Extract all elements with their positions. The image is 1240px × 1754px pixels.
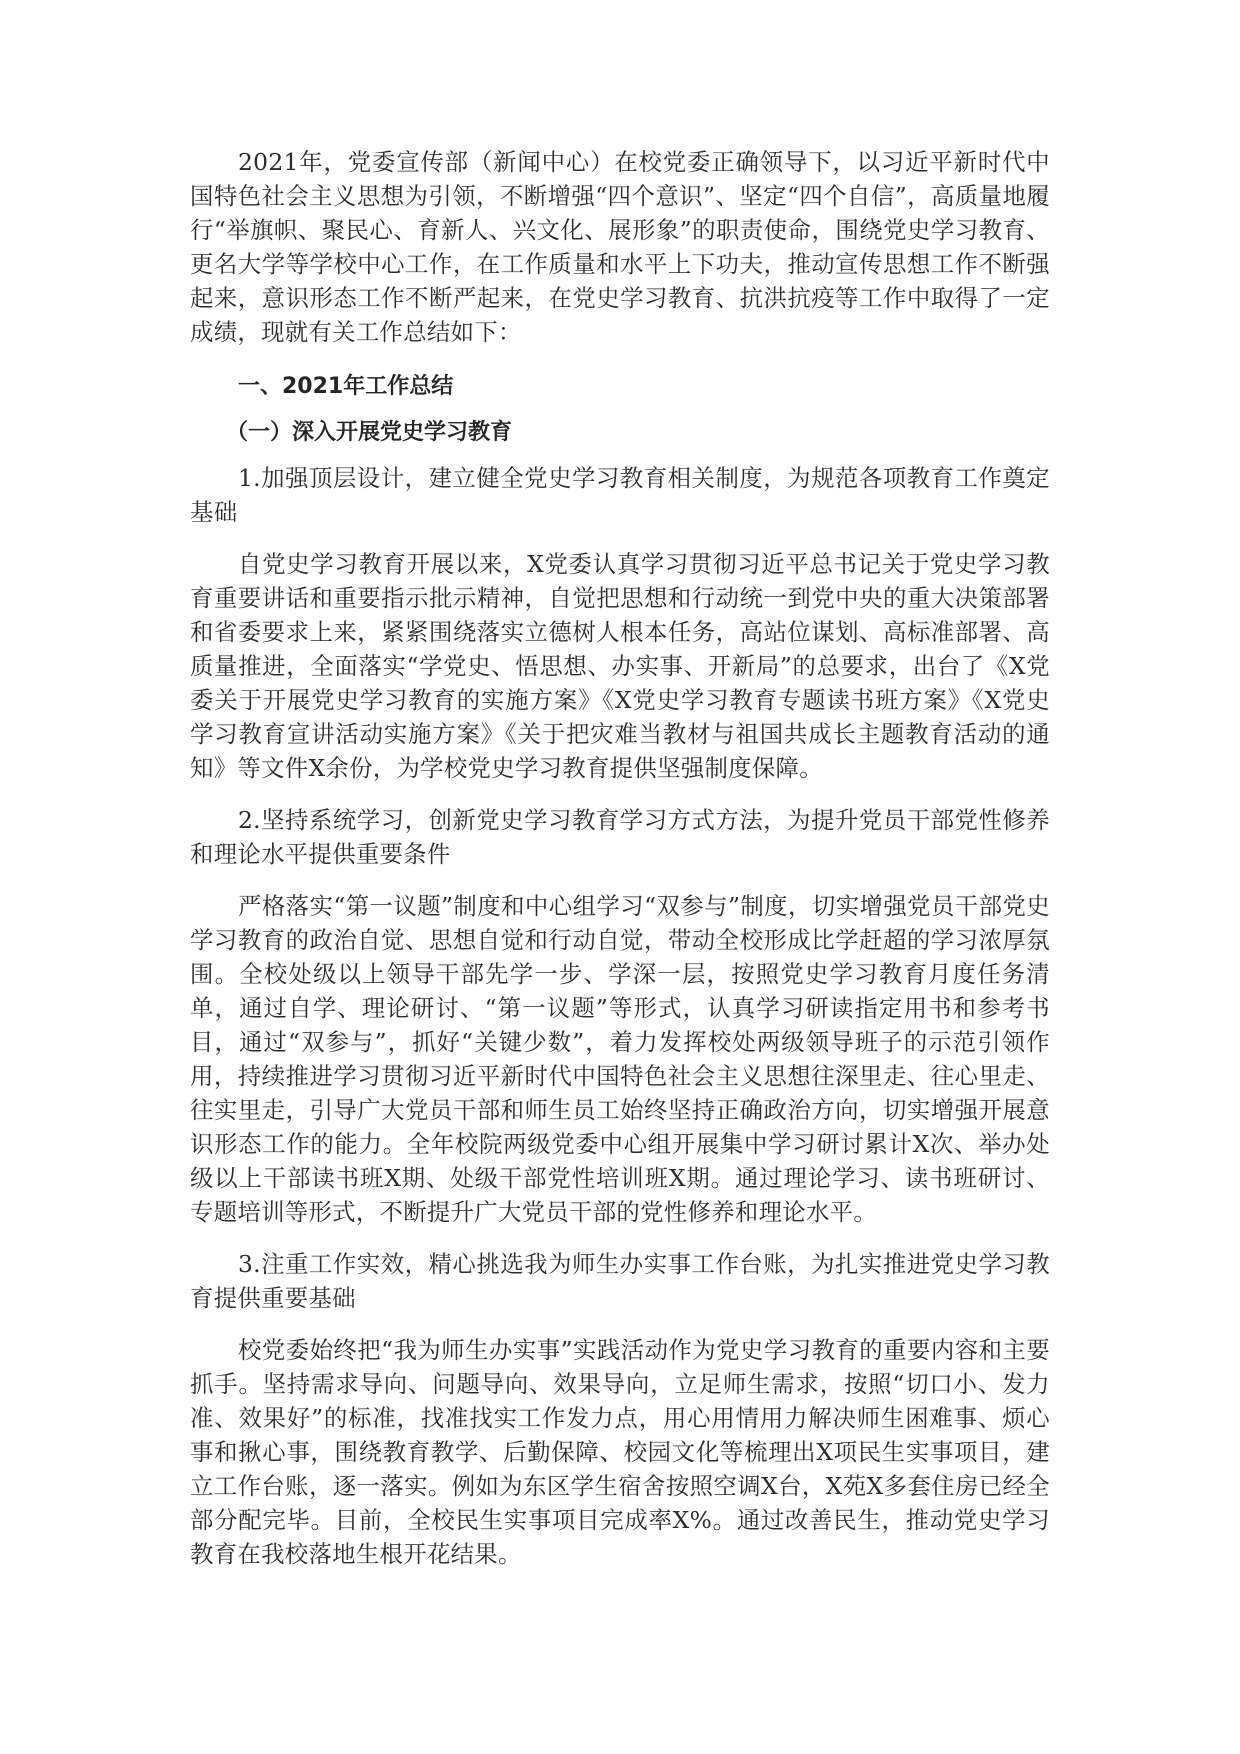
subsection-title-1: 1.加强顶层设计，建立健全党史学习教育相关制度，为规范各项教育工作奠定基础 (190, 464, 1050, 526)
intro-paragraph: 2021年，党委宣传部（新闻中心）在校党委正确领导下，以习近平新时代中国特色社会主义思想为引领，不断增强“四个意识”、坚定“四个自信”，高质量地履行“举旗帜、聚民心、育新人、兴文化、展形象”的职责使命，围绕党史学习教育、更名大学等学校中心工作，在工作质量和水平上下功夫，推动宣传思想工作不断强起来，意识形态工作不断严起来，在党史学习教育、抗洪抗疫等工作中取得了一定成绩，现就有关工作总结如下： (190, 148, 1050, 346)
subsection-body-1: 自党史学习教育开展以来，X党委认真学习贯彻习近平总书记关于党史学习教育重要讲话和重要指示批示精神，自觉把思想和行动统一到党中央的重大决策部署和省委要求上来，紧紧围绕落实立德树人根本任务，高站位谋划、高标准部署、高质量推进，全面落实“学党史、悟思想、办实事、开新局”的总要求，出台了《X党委关于开展党史学习教育的实施方案》《X党史学习教育专题读书班方案》《X党史学习教育宣讲活动实施方案》《关于把灾难当教材与祖国共成长主题教育活动的通知》等文件X余份，为学校党史学习教育提供坚强制度保障。 (190, 550, 1050, 782)
document-page (190, 145, 1050, 1589)
subsection-body-2: 严格落实“第一议题”制度和中心组学习“双参与”制度，切实增强党员干部党史学习教育的政治自觉、思想自觉和行动自觉，带动全校形成比学赶超的学习浓厚氛围。全校处级以上领导干部先学一步、学深一层，按照党史学习教育月度任务清单，通过自学、理论研讨、“第一议题”等形式，认真学习研读指定用书和参考书目，通过“双参与”，抓好“关键少数”，着力发挥校处两级领导班子的示范引领作用，持续推进学习贯彻习近平新时代中国特色社会主义思想往深里走、往心里走、往实里走，引导广大党员干部和师生员工始终坚持正确政治方向，切实增强开展意识形态工作的能力。全年校院两级党委中心组开展集中学习研讨累计X次、举办处级以上干部读书班X期、处级干部党性培训班X期。通过理论学习、读书班研讨、专题培训等形式，不断提升广大党员干部的党性修养和理论水平。 (190, 892, 1050, 1226)
subsection-title-3: 3.注重工作实效，精心挑选我为师生办实事工作台账，为扎实推进党史学习教育提供重要基础 (190, 1250, 1050, 1312)
subsection-body-3: 校党委始终把“我为师生办实事”实践活动作为党史学习教育的重要内容和主要抓手。坚持需求导向、问题导向、效果导向，立足师生需求，按照“切口小、发力准、效果好”的标准，找准找实工作发力点，用心用情用力解决师生困难事、烦心事和揪心事，围绕教育教学、后勤保障、校园文化等梳理出X项民生实事项目，建立工作台账，逐一落实。例如为东区学生宿舍按照空调X台，X苑X多套住房已经全部分配完毕。目前，全校民生实事项目完成率X%。通过改善民生，推动党史学习教育在我校落地生根开花结果。 (190, 1336, 1050, 1568)
section-heading-1: 一、2021年工作总结 (238, 374, 454, 399)
section-heading-2: （一）深入开展党史学习教育 (226, 420, 513, 445)
subsection-title-2: 2.坚持系统学习，创新党史学习教育学习方式方法，为提升党员干部党性修养和理论水平提供重要条件 (190, 806, 1050, 868)
